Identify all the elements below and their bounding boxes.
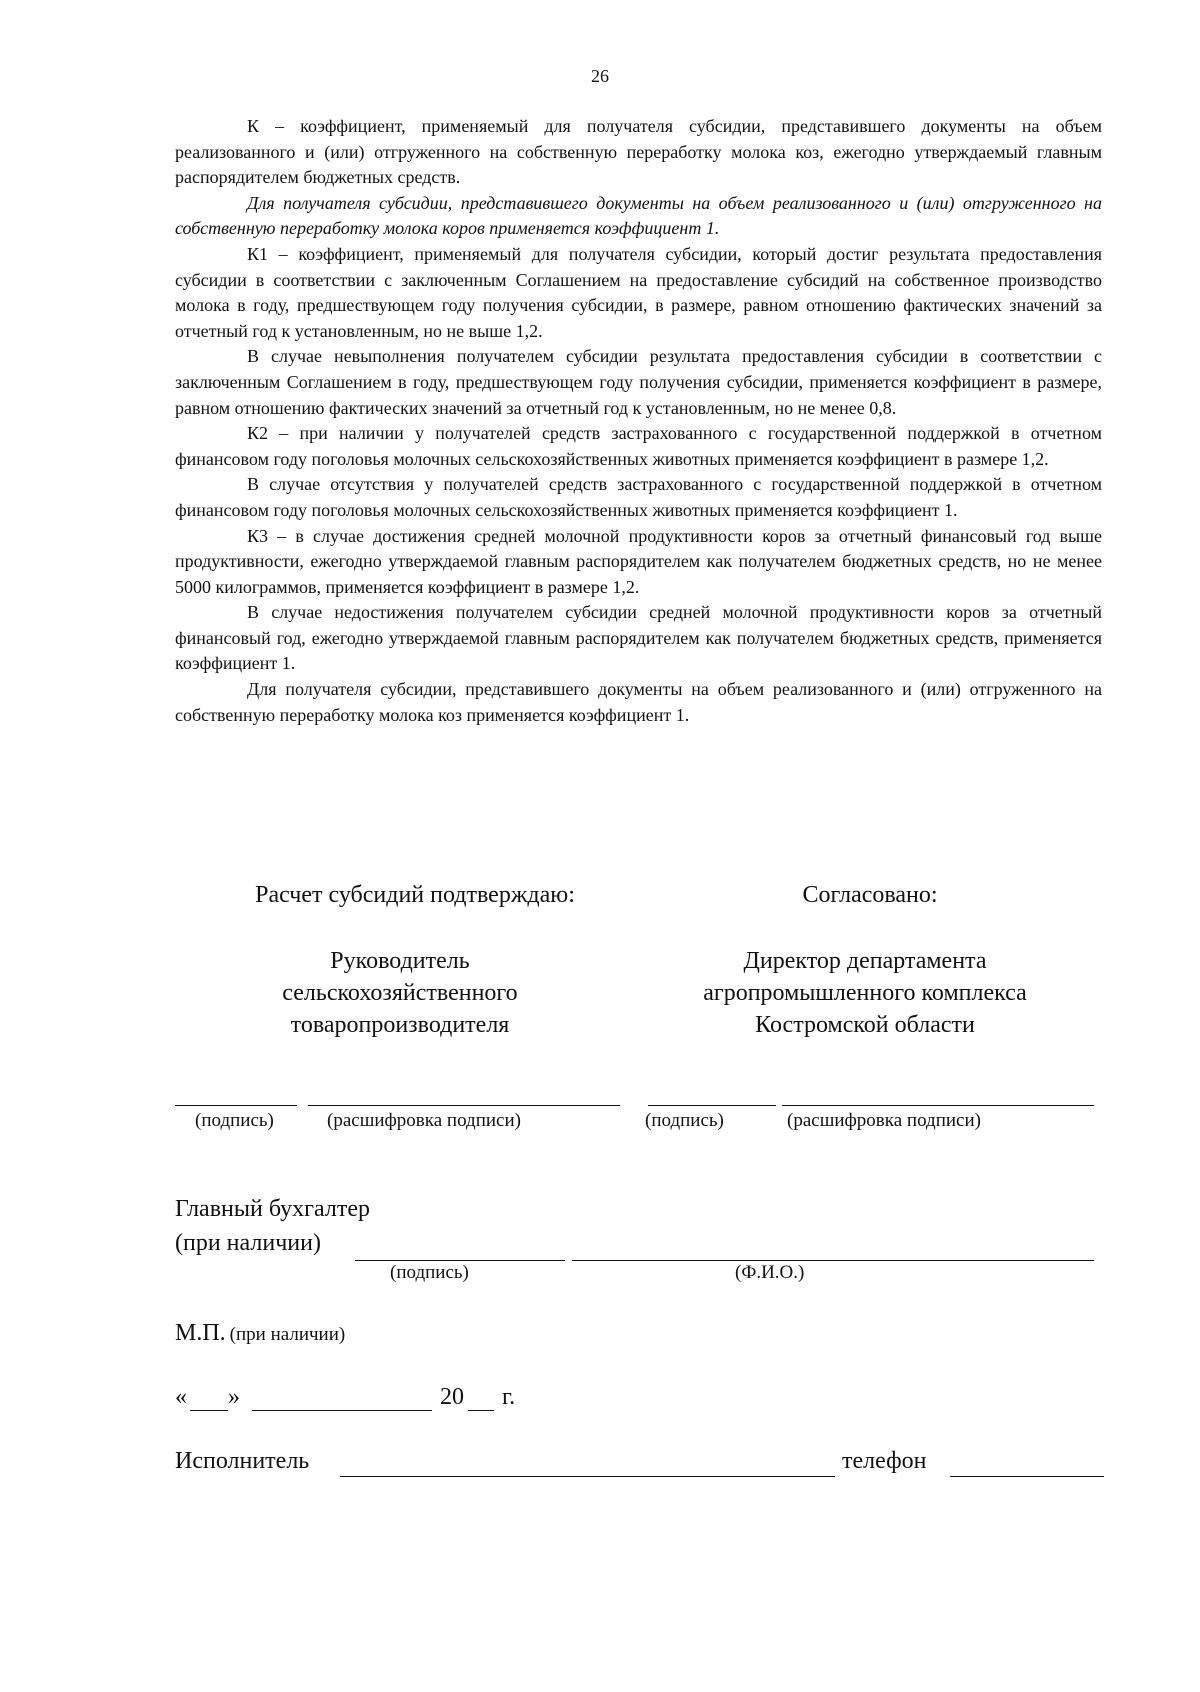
accountant-label: Главный бухгалтер <box>175 1196 370 1222</box>
accountant-name-caption: (Ф.И.О.) <box>735 1262 805 1283</box>
left-sign-line[interactable] <box>175 1105 297 1106</box>
date-year-prefix: 20 <box>440 1384 464 1410</box>
right-sign-caption: (подпись) <box>645 1110 724 1131</box>
right-sign-line[interactable] <box>648 1105 776 1106</box>
paragraph-k3: К3 – в случае достижения средней молочной продуктивности коров за отчетный финансовый год выше продуктивности, ежегодно утверждаемой главным распорядителем как получателем бюджетных средств, но не менее 5000 килограммов, применяется коэффициент в размере 1,2. <box>175 525 1102 597</box>
accountant-sign-caption: (подпись) <box>390 1262 469 1283</box>
stamp-place <box>175 1320 345 1347</box>
accountant-name-line[interactable] <box>572 1260 1094 1261</box>
body-text <box>175 114 1102 728</box>
phone-line[interactable] <box>950 1476 1104 1477</box>
right-signature-heading: Согласовано: <box>802 882 938 908</box>
paragraph-k1-fail: В случае невыполнения получателем субсидии результата предоставления субсидии в соответствии с заключенным Соглашением в году, предшествующем году получения субсидии, применяется коэффициент в размере, равном отношению фактических значений за отчетный год к установленным, но не менее 0,8. <box>175 346 1102 418</box>
accountant-sign-line[interactable] <box>355 1260 565 1261</box>
stamp-label: М.П. <box>175 1320 226 1346</box>
paragraph-k-cows: Для получателя субсидии, представившего документы на объем реализованного и (или) отгруженного на собственную переработку молока коров применяется коэффициент 1. <box>175 192 1102 239</box>
date-open-quote: « <box>175 1384 187 1410</box>
left-decode-line[interactable] <box>308 1105 620 1106</box>
date-month-line[interactable] <box>252 1410 432 1411</box>
left-title-line: товаропроизводителя <box>290 1012 510 1038</box>
stamp-note: (при наличии) <box>229 1324 346 1345</box>
left-title-line: Руководитель <box>330 948 470 974</box>
right-decode-caption: (расшифровка подписи) <box>787 1110 981 1131</box>
accountant-note: (при наличии) <box>175 1230 321 1256</box>
paragraph-k1: К1 – коэффициент, применяемый для получателя субсидии, который достиг результата предоставления субсидии в соответствии с заключенным Соглашением на предоставление субсидий на собственное производство молока в году, предшествующем году получения субсидии, в размере, равном отношению фактических значений за отчетный год к установленным, но не выше 1,2. <box>175 243 1102 341</box>
page-number: 26 <box>591 66 609 86</box>
right-decode-line[interactable] <box>782 1105 1094 1106</box>
paragraph-k2: К2 – при наличии у получателей средств застрахованного с государственной поддержкой в отчетном финансовом году поголовья молочных сельскохозяйственных животных применяется коэффициент в размере 1,2. <box>175 423 1102 469</box>
left-signature-heading: Расчет субсидий подтверждаю: <box>255 882 575 908</box>
date-year-suffix: г. <box>502 1384 516 1410</box>
left-sign-caption: (подпись) <box>195 1110 274 1131</box>
right-title-line: Костромской области <box>755 1012 975 1038</box>
left-decode-caption: (расшифровка подписи) <box>327 1110 521 1131</box>
paragraph-k: К – коэффициент, применяемый для получателя субсидии, представившего документы на объем реализованного и (или) отгруженного на собственную переработку молока коз, ежегодно утверждаемый главным распорядителем бюджетных средств. <box>175 116 1102 188</box>
paragraph-k3-fail: В случае недостижения получателем субсидии средней молочной продуктивности коров за отчетный финансовый год, ежегодно утверждаемой главным распорядителем как получателем бюджетных средств, применяется коэффициент 1. <box>175 602 1102 674</box>
date-day-line[interactable] <box>190 1410 228 1411</box>
paragraph-k2-absent: В случае отсутствия у получателей средств застрахованного с государственной поддержкой в отчетном финансовом году поголовья молочных сельскохозяйственных животных применяется коэффициент 1. <box>175 474 1102 520</box>
left-signatory-title <box>215 945 585 1041</box>
left-title-line: сельскохозяйственного <box>282 980 518 1006</box>
date-close-quote: » <box>228 1384 240 1410</box>
right-signatory-title <box>650 945 1080 1041</box>
paragraph-k-goats: Для получателя субсидии, представившего документы на объем реализованного и (или) отгруженного на собственную переработку молока коз применяется коэффициент 1. <box>175 679 1102 725</box>
executor-label: Исполнитель <box>175 1448 310 1474</box>
right-title-line: Директор департамента <box>743 948 987 974</box>
phone-label: телефон <box>842 1448 927 1474</box>
right-title-line: агропромышленного комплекса <box>703 980 1027 1006</box>
executor-name-line[interactable] <box>340 1476 835 1477</box>
date-year-line[interactable] <box>468 1410 494 1411</box>
